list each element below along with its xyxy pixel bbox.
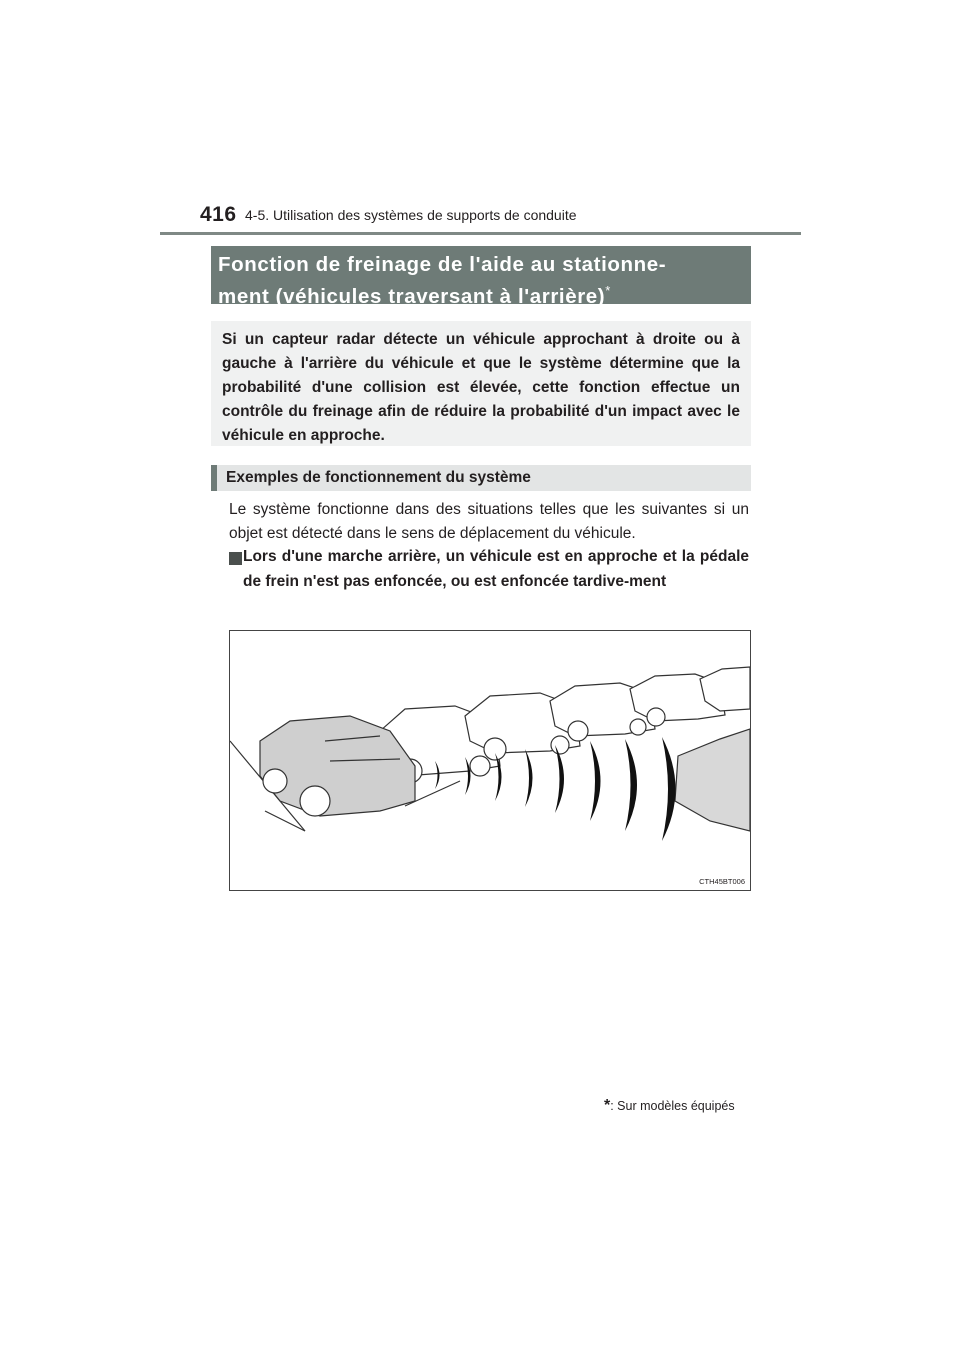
section-heading-accent xyxy=(211,465,217,491)
page-title xyxy=(218,252,748,310)
figure-code: CTH45BT006 xyxy=(699,877,745,886)
bullet-square-icon xyxy=(229,552,242,565)
header-divider xyxy=(160,232,801,235)
illustration-drawing xyxy=(230,631,750,890)
footnote-asterisk: * xyxy=(604,1097,611,1114)
body-paragraph: Le système fonctionne dans des situations telles que les suivantes si un objet est détecté dans le sens de déplacement du véhicule. xyxy=(229,501,749,542)
parked-cars-radar-illustration xyxy=(229,630,751,891)
bullet-heading: Lors d'une marche arrière, un véhicule est en approche et la pédale de frein n'est pas enfoncée, ou est enfoncée tardive-ment xyxy=(243,548,749,590)
page-title-line-1: Fonction de freinage de l'aide au stationne- xyxy=(218,253,667,276)
page-number: 416 xyxy=(200,203,237,226)
summary-text: Si un capteur radar détecte un véhicule approchant à droite ou à gauche à l'arrière du véhicule et que le système détermine que la probabilité d'une collision est élevée, cette fonction effectue un contrôle du freinage afin de réduire la probabilité d'un impact avec le véhicule en approche. xyxy=(222,331,740,444)
running-header: 4-5. Utilisation des systèmes de supports de conduite xyxy=(245,207,577,223)
section-heading: Exemples de fonctionnement du système xyxy=(226,469,531,486)
footnote-text: : Sur modèles équipés xyxy=(610,1099,735,1113)
page-title-line-2: ment (véhicules traversant à l'arrière) xyxy=(218,284,606,308)
title-asterisk: * xyxy=(605,283,611,298)
footnote xyxy=(604,1097,735,1115)
